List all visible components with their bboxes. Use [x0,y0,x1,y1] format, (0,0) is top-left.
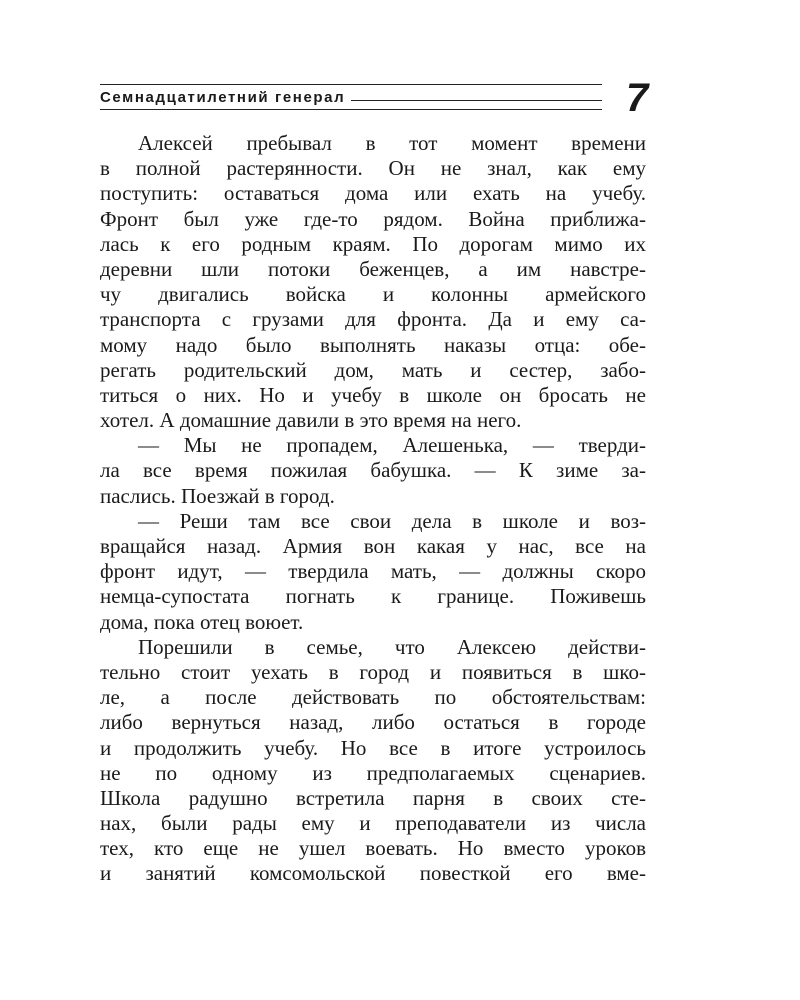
text-line: Алексей пребывал в тот момент времени [138,131,646,155]
header-rule-top [100,84,602,85]
text-line: не по одному из предполагаемых сценариев. [100,760,646,785]
text-line: вращайся назад. Армия вон какая у нас, все на [100,534,646,558]
text-line: — Мы не пропадем, Алешенька, — тверди- [138,433,646,458]
text-line: и занятий комсомольской повесткой его вме- [100,861,646,886]
running-header [100,78,650,118]
text-line: Фронт был уже где-то рядом. Война приближа- [100,206,646,231]
text-line: ле, а после действовать по обстоятельствам: [100,685,646,710]
text-line: и продолжить учебу. Но все в итоге устроилось [100,735,646,760]
text-line: лась к его родным краям. По дорогам мимо их [100,231,646,256]
text-line: дома, пока отец воюет. [100,609,304,634]
text-line: либо вернуться назад, либо остаться в городе [100,710,646,735]
text-line: ла все время пожилая бабушка. — К зиме за- [100,458,646,483]
text-line: немца-супостата погнать к границе. Поживешь [100,584,646,609]
text-line: регать родительский дом, мать и сестер, забо- [100,357,646,382]
text-line: фронт идут, — твердила мать, — должны скоро [100,559,646,584]
text-line: паслись. Поезжай в город. [100,483,335,508]
text-line: хотел. А домашние давили в это время на него. [100,408,522,433]
text-line: — Реши там все свои дела в школе и воз- [138,508,646,533]
running-title: Семнадцатилетний генерал [100,88,351,108]
text-line: деревни шли потоки беженцев, а им навстре- [100,256,646,281]
body-text [100,131,646,887]
text-line: Школа радушно встретила парня в своих сте- [100,785,646,810]
page-number: 7 [626,76,649,120]
header-rule-bottom [100,109,602,110]
text-line: чу двигались войска и колонны армейского [100,282,646,307]
text-line: тех, кто еще не ушел воевать. Но вместо уроков [100,836,646,861]
text-line: тельно стоит уехать в город и появиться в шко- [100,659,646,684]
text-line: в полной растерянности. Он не знал, как ему [100,156,646,181]
text-line: Порешили в семье, что Алексею действи- [138,634,646,659]
text-line: транспорта с грузами для фронта. Да и ему са- [100,307,646,332]
text-line: мому надо было выполнять наказы отца: обе- [100,332,646,357]
text-line: поступить: оставаться дома или ехать на учебу. [100,181,646,206]
text-line: нах, были рады ему и преподаватели из числа [100,811,646,836]
text-line: титься о них. Но и учебу в школе он бросать не [100,382,646,407]
